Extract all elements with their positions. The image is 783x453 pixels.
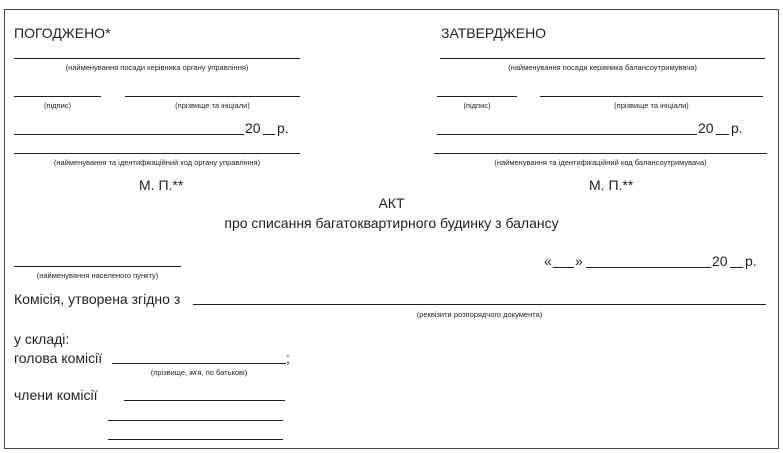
head-line bbox=[112, 363, 286, 364]
right-heading: ЗАТВЕРДЖЕНО bbox=[441, 25, 547, 41]
head-caption: (прізвище, ім'я, по батькові) bbox=[150, 368, 248, 377]
left-name-caption: (прізвище та ініціали) bbox=[175, 101, 250, 110]
left-position-caption: (найменування посади керівника органу управління) bbox=[65, 63, 249, 72]
left-stamp: М. П.** bbox=[139, 177, 184, 193]
act-date-suffix: р. bbox=[745, 253, 757, 269]
act-title: АКТ bbox=[378, 195, 405, 211]
act-date-open-quote: « bbox=[544, 253, 552, 269]
right-signature-line bbox=[437, 96, 517, 97]
act-date-month-blank bbox=[586, 267, 711, 268]
member-line-3 bbox=[108, 439, 283, 440]
right-org-line bbox=[434, 153, 767, 154]
member-line-1 bbox=[124, 400, 285, 401]
left-date-year-blank bbox=[263, 134, 275, 135]
right-stamp: М. П.** bbox=[589, 177, 634, 193]
commission-line bbox=[193, 304, 766, 305]
left-heading: ПОГОДЖЕНО* bbox=[14, 25, 111, 41]
right-date-suffix: р. bbox=[731, 120, 743, 136]
left-signature-caption: (підпис) bbox=[43, 101, 72, 110]
members-label: члени комісії bbox=[14, 387, 98, 403]
right-position-caption: (найменування посади керівника балансоутримувача) bbox=[508, 63, 697, 72]
left-position-line bbox=[14, 58, 300, 59]
left-org-caption: (найменування та ідентифікаційний код органу управління) bbox=[53, 158, 261, 167]
commission-label: Комісія, утворена згідно з bbox=[14, 291, 181, 307]
right-date-year-blank bbox=[716, 134, 729, 135]
left-date-year: 20 bbox=[245, 120, 261, 136]
act-date-day-blank bbox=[553, 267, 574, 268]
left-org-line bbox=[14, 153, 300, 154]
left-date-suffix: р. bbox=[277, 120, 289, 136]
right-name-line bbox=[540, 96, 763, 97]
place-line bbox=[14, 266, 181, 267]
left-signature-line bbox=[14, 96, 101, 97]
member-line-2 bbox=[108, 420, 283, 421]
right-org-caption: (найменування та ідентифікаційний код балансоутримувача) bbox=[494, 158, 707, 167]
act-date-year-blank bbox=[730, 267, 743, 268]
head-label: голова комісії bbox=[14, 350, 103, 366]
right-signature-caption: (підпис) bbox=[463, 101, 491, 110]
right-name-caption: (прізвище та ініціали) bbox=[614, 101, 689, 110]
left-date-line bbox=[14, 134, 244, 135]
act-date-year: 20 bbox=[712, 253, 728, 269]
right-position-line bbox=[440, 58, 765, 59]
act-subtitle: про списання багатоквартирного будинку з балансу bbox=[224, 215, 559, 231]
left-name-line bbox=[125, 96, 300, 97]
head-end: ; bbox=[286, 350, 290, 366]
commission-caption: (реквізити розпорядчого документа) bbox=[416, 310, 543, 319]
right-date-line bbox=[437, 134, 697, 135]
place-caption: (найменування населеного пункту) bbox=[36, 271, 159, 280]
act-date-close-quote: » bbox=[575, 253, 583, 269]
composition-label: у складі: bbox=[14, 331, 70, 347]
right-date-year: 20 bbox=[698, 120, 714, 136]
